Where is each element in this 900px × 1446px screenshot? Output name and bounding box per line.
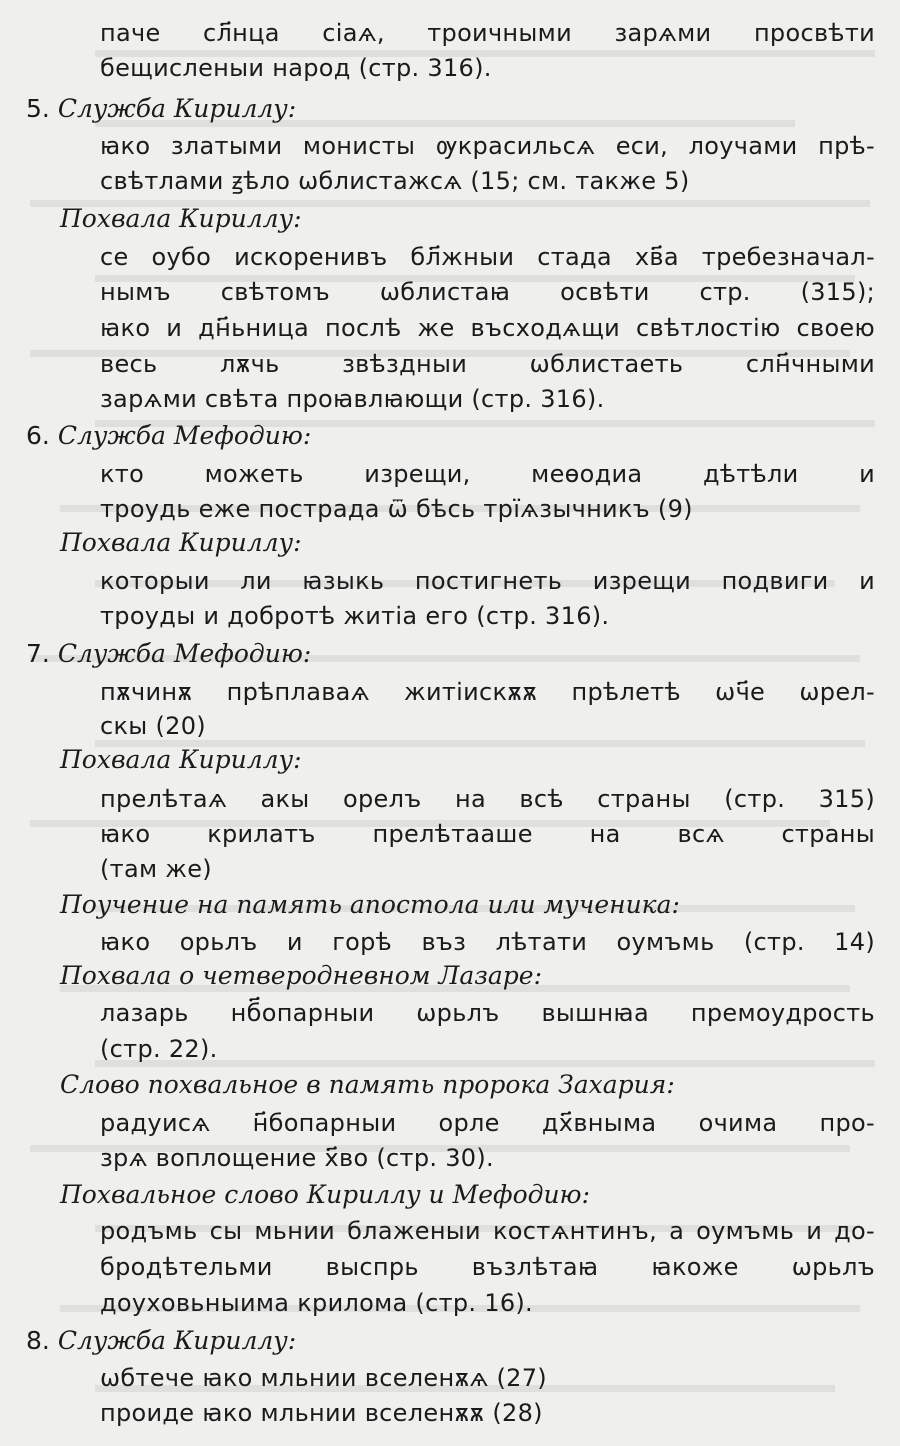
- section-heading: [26, 1324, 296, 1360]
- section-number: 7.: [26, 639, 50, 668]
- section-heading: [26, 92, 296, 128]
- quote-line: зарѧми свѣта проꙗвлꙗющи (стр. 316).: [100, 385, 605, 413]
- quote-line: лазарь нб҃опарныи ѡрьлъ вышнꙗа премоудрость: [100, 999, 875, 1027]
- section-number: 5.: [26, 94, 50, 123]
- subheading: Похвала о четверодневном Лазаре:: [60, 961, 543, 990]
- quote-line: ѡбтече ꙗко мльнии вселенѫѧ (27): [100, 1364, 547, 1392]
- section-title: Служба Кириллу:: [57, 1326, 297, 1355]
- quote-line: скы (20): [100, 712, 206, 740]
- subheading: Слово похвальное в память пророка Захария:: [60, 1070, 675, 1099]
- quote-line: свѣтлами ꙃѣло ѡблистажсѧ (15; см. также 5): [100, 167, 690, 195]
- section-heading: [26, 637, 311, 673]
- quote-line: зрѧ воплощение х҃во (стр. 30).: [100, 1144, 494, 1172]
- quote-line: (там же): [100, 855, 212, 883]
- quote-line: родъмь сы мьнии блаженыи костѧнтинъ, а оумъмь и до-: [100, 1217, 875, 1245]
- quote-line: троуды и добротѣ житіа его (стр. 316).: [100, 602, 610, 630]
- quote-line: проиде ꙗко мльнии вселенѫѫ (28): [100, 1399, 543, 1427]
- quote-line: (стр. 22).: [100, 1035, 218, 1063]
- quote-line: нымъ свѣтомъ ѡблистаꙗ освѣти стр. (315);: [100, 278, 875, 306]
- quote-line: доуховьныима крилома (стр. 16).: [100, 1289, 533, 1317]
- quote-line: ꙗко орьлъ и горѣ въз лѣтати оумъмь (стр. 14): [100, 928, 875, 956]
- quote-line: пѫчинѫ прѣплаваѧ житіискѫѫ прѣлетѣ ѡч҃е ѡрел-: [100, 678, 875, 706]
- quote-line: паче сл҃нца сіаѧ, троичными зарѧми просвѣти: [100, 19, 875, 47]
- quote-line: весь лѫчь звѣздныи ѡблистаеть слн҃чными: [100, 350, 875, 378]
- quote-line: ꙗко крилатъ прелѣтааше на всѧ страны: [100, 820, 875, 848]
- subheading: Похвальное слово Кириллу и Мефодию:: [60, 1180, 590, 1209]
- quote-line: ꙗко и дн҃ьница послѣ же въсходѧщи свѣтлостію своею: [100, 314, 875, 342]
- quote-line: бродѣтельми выспрь възлѣтаꙗ ꙗкоже ѡрьлъ: [100, 1253, 875, 1281]
- subheading: Похвала Кириллу:: [60, 528, 302, 557]
- subheading: Поучение на память апостола или мученика:: [60, 890, 680, 919]
- quote-line: ꙗко златыми монисты ѹкрасильсѧ еси, лоучами прѣ-: [100, 132, 875, 160]
- section-number: 8.: [26, 1326, 50, 1355]
- subheading: Похвала Кириллу:: [60, 745, 302, 774]
- section-heading: [26, 419, 311, 455]
- section-number: 6.: [26, 421, 50, 450]
- section-title: Служба Кириллу:: [57, 94, 297, 123]
- quote-line: се оубо искоренивъ бл҃жныи стада хв҃а требезначал-: [100, 243, 875, 271]
- subheading: Похвала Кириллу:: [60, 204, 302, 233]
- quote-line: бещисленыи народ (стр. 316).: [100, 54, 492, 82]
- quote-line: которыи ли ꙗзыкь постигнеть изрещи подвиги и: [100, 567, 875, 595]
- quote-line: троудь еже пострада ѿ бѣсь трїѧзычникъ (9): [100, 495, 693, 523]
- section-title: Служба Мефодию:: [57, 639, 312, 668]
- section-title: Служба Мефодию:: [57, 421, 312, 450]
- quote-line: кто можеть изрещи, меѳодиа дѣтѣли и: [100, 460, 875, 488]
- quote-line: радуисѧ н҃бопарныи орле дх҃вныма очима про-: [100, 1109, 875, 1137]
- quote-line: прелѣтаѧ акы орелъ на всѣ страны (стр. 315): [100, 785, 875, 813]
